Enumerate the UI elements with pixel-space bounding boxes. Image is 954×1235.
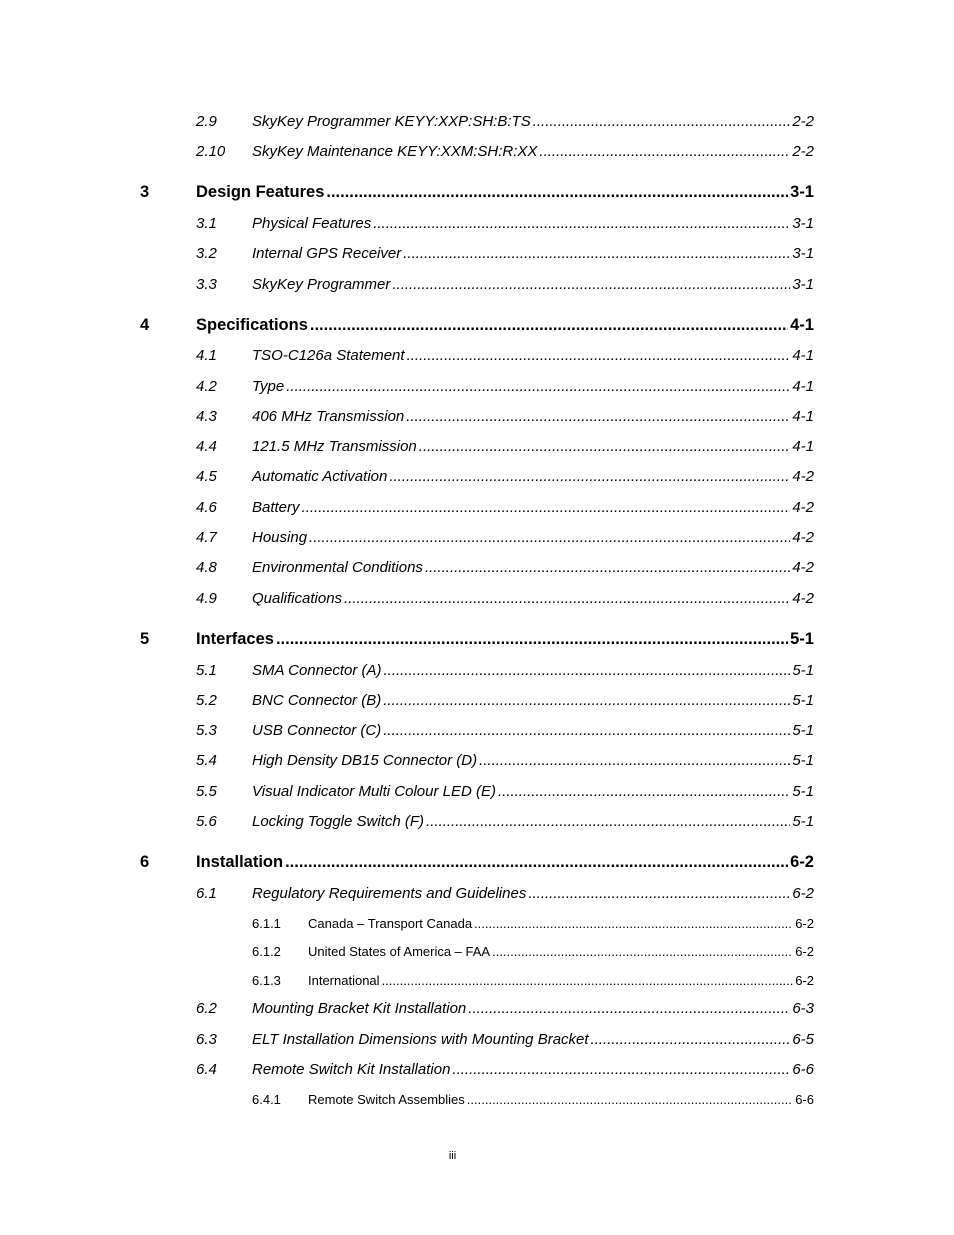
toc-entry-page: 3-1 — [792, 276, 814, 293]
toc-entry-title: Physical Features — [252, 215, 372, 232]
toc-entry-title: Qualifications — [252, 590, 343, 607]
toc-entry-title: SMA Connector (A) — [252, 662, 382, 679]
toc-entry-page: 4-1 — [792, 347, 814, 364]
toc-leader-dots — [286, 378, 790, 395]
toc-entry-number: 5.5 — [196, 783, 217, 800]
toc-entry-number: 3.1 — [196, 215, 217, 232]
toc-entry-number: 6.1 — [196, 885, 217, 902]
toc-entry-page: 6-2 — [792, 885, 814, 902]
toc-entry-title: High Density DB15 Connector (D) — [252, 752, 478, 769]
toc-entry-page: 6-6 — [795, 1092, 814, 1107]
toc-entry-number: 4.4 — [196, 438, 217, 455]
toc-entry-page: 3-1 — [790, 183, 814, 201]
toc-entry-page: 4-2 — [792, 468, 814, 485]
toc-subsection-entry[interactable] — [252, 944, 814, 959]
toc-entry-title: Battery — [252, 499, 300, 516]
toc-entry-number: 4.1 — [196, 347, 217, 364]
toc-entry-page: 6-2 — [795, 944, 814, 959]
toc-leader-dots — [326, 183, 788, 202]
toc-entry[interactable] — [196, 692, 814, 709]
toc-entry-number: 4.3 — [196, 408, 217, 425]
toc-entry[interactable] — [196, 813, 814, 830]
toc-leader-dots — [479, 752, 790, 769]
toc-leader-dots — [285, 853, 788, 872]
toc-entry-page: 6-2 — [795, 916, 814, 931]
toc-entry-number: 5.6 — [196, 813, 217, 830]
toc-entry-number: 5.4 — [196, 752, 217, 769]
toc-entry-number: 4.6 — [196, 499, 217, 516]
toc-leader-dots — [373, 215, 790, 232]
toc-entry-page: 5-1 — [790, 630, 814, 648]
toc-entry-title: Design Features — [196, 183, 325, 201]
toc-entry-page: 4-1 — [792, 438, 814, 455]
toc-entry-title: Visual Indicator Multi Colour LED (E) — [252, 783, 496, 800]
toc-leader-dots — [407, 347, 791, 364]
toc-entry-page: 3-1 — [792, 245, 814, 262]
toc-chapter-entry[interactable] — [140, 183, 814, 202]
toc-entry-page: 4-2 — [792, 590, 814, 607]
toc-subsection-entry[interactable] — [252, 973, 814, 988]
toc-entry-number: 5.1 — [196, 662, 217, 679]
toc-chapter-entry[interactable] — [140, 853, 814, 872]
toc-entry[interactable] — [196, 378, 814, 395]
toc-entry-title: 406 MHz Transmission — [252, 408, 405, 425]
toc-entry[interactable] — [196, 347, 814, 364]
toc-entry-page: 6-2 — [795, 973, 814, 988]
toc-entry-title: Installation — [196, 853, 284, 871]
toc-entry[interactable] — [196, 1031, 814, 1048]
toc-leader-dots — [344, 590, 790, 607]
toc-entry-number: 5.2 — [196, 692, 217, 709]
toc-entry[interactable] — [196, 885, 814, 902]
toc-entry-number: 4.5 — [196, 468, 217, 485]
toc-leader-dots — [302, 499, 791, 516]
toc-entry-number: 6.1.3 — [252, 973, 281, 988]
toc-leader-dots — [528, 885, 790, 902]
toc-leader-dots — [384, 662, 791, 679]
toc-leader-dots — [492, 944, 793, 959]
toc-entry-number: 6.1.2 — [252, 944, 281, 959]
toc-entry[interactable] — [196, 752, 814, 769]
toc-entry[interactable] — [196, 590, 814, 607]
toc-entry-page: 5-1 — [792, 692, 814, 709]
toc-entry-number: 4 — [140, 316, 150, 334]
toc-leader-dots — [389, 468, 790, 485]
toc-entry-page: 4-2 — [792, 529, 814, 546]
toc-entry-title: Housing — [252, 529, 308, 546]
toc-entry-page: 6-5 — [792, 1031, 814, 1048]
toc-entry-title: Regulatory Requirements and Guidelines — [252, 885, 527, 902]
toc-entry-title: SkyKey Programmer KEYY:XXP:SH:B:TS — [252, 113, 531, 130]
toc-leader-dots — [392, 276, 790, 293]
toc-subsection-entry[interactable] — [252, 1092, 814, 1107]
toc-entry-title: International — [308, 973, 380, 988]
toc-entry-title: Remote Switch Kit Installation — [252, 1061, 451, 1078]
toc-entry-page: 2-2 — [792, 143, 814, 160]
toc-entry-number: 3.3 — [196, 276, 217, 293]
toc-leader-dots — [382, 973, 794, 988]
toc-entry-title: Specifications — [196, 316, 308, 334]
toc-entry-title: Interfaces — [196, 630, 274, 648]
toc-entry-title: BNC Connector (B) — [252, 692, 382, 709]
toc-entry-title: Environmental Conditions — [252, 559, 423, 576]
toc-entry-page: 2-2 — [792, 113, 814, 130]
toc-entry-page: 4-2 — [792, 559, 814, 576]
toc-entry-number: 4.8 — [196, 559, 217, 576]
toc-entry-page: 6-3 — [792, 1000, 814, 1017]
toc-entry-number: 6.4 — [196, 1061, 217, 1078]
toc-entry[interactable] — [196, 113, 814, 130]
toc-entry-page: 6-2 — [790, 853, 814, 871]
toc-leader-dots — [276, 630, 788, 649]
toc-leader-dots — [467, 1092, 793, 1107]
toc-entry-title: USB Connector (C) — [252, 722, 382, 739]
toc-leader-dots — [426, 813, 790, 830]
toc-entry-number: 3 — [140, 183, 150, 201]
toc-entry[interactable] — [196, 215, 814, 232]
toc-entry-number: 2.9 — [196, 113, 217, 130]
toc-entry-page: 5-1 — [792, 752, 814, 769]
toc-leader-dots — [452, 1061, 790, 1078]
toc-leader-dots — [383, 692, 790, 709]
toc-entry[interactable] — [196, 408, 814, 425]
toc-entry-page: 4-1 — [792, 408, 814, 425]
toc-entry[interactable] — [196, 722, 814, 739]
toc-entry[interactable] — [196, 1000, 814, 1017]
toc-leader-dots — [533, 113, 791, 130]
toc-entry[interactable] — [196, 529, 814, 546]
toc-entry-number: 4.7 — [196, 529, 217, 546]
toc-entry[interactable] — [196, 245, 814, 262]
toc-entry-title: TSO-C126a Statement — [252, 347, 405, 364]
toc-entry-number: 4.2 — [196, 378, 217, 395]
toc-entry-title: Automatic Activation — [252, 468, 388, 485]
toc-entry[interactable] — [196, 559, 814, 576]
toc-leader-dots — [591, 1031, 791, 1048]
toc-entry-title: Internal GPS Receiver — [252, 245, 402, 262]
toc-entry-title: Canada – Transport Canada — [308, 916, 473, 931]
toc-entry-title: SkyKey Programmer — [252, 276, 391, 293]
toc-entry-page: 6-6 — [792, 1061, 814, 1078]
toc-entry-title: SkyKey Maintenance KEYY:XXM:SH:R:XX — [252, 143, 538, 160]
toc-entry[interactable] — [196, 1061, 814, 1078]
toc-chapter-entry[interactable] — [140, 316, 814, 335]
toc-leader-dots — [310, 316, 788, 335]
toc-entry-page: 4-2 — [792, 499, 814, 516]
toc-entry-page: 4-1 — [790, 316, 814, 334]
toc-entry-page: 5-1 — [792, 662, 814, 679]
page-number: iii — [448, 1150, 457, 1162]
toc-leader-dots — [468, 1000, 790, 1017]
toc-entry[interactable] — [196, 438, 814, 455]
toc-entry[interactable] — [196, 783, 814, 800]
toc-entry-number: 5.3 — [196, 722, 217, 739]
toc-entry-page: 5-1 — [792, 722, 814, 739]
toc-entry-title: United States of America – FAA — [308, 944, 491, 959]
toc-entry-number: 6 — [140, 853, 150, 871]
toc-entry-title: Mounting Bracket Kit Installation — [252, 1000, 467, 1017]
toc-leader-dots — [309, 529, 790, 546]
toc-entry-title: Remote Switch Assemblies — [308, 1092, 465, 1107]
toc-entry-page: 5-1 — [792, 783, 814, 800]
toc-leader-dots — [403, 245, 790, 262]
toc-entry-title: ELT Installation Dimensions with Mounting Bracket — [252, 1031, 589, 1048]
toc-subsection-entry[interactable] — [252, 916, 814, 931]
toc-leader-dots — [474, 916, 793, 931]
toc-entry-page: 5-1 — [792, 813, 814, 830]
toc-entry-number: 4.9 — [196, 590, 217, 607]
toc-entry[interactable] — [196, 499, 814, 516]
toc-entry-number: 6.4.1 — [252, 1092, 281, 1107]
toc-entry-number: 3.2 — [196, 245, 217, 262]
toc-entry[interactable] — [196, 468, 814, 485]
toc-entry-number: 6.2 — [196, 1000, 217, 1017]
toc-leader-dots — [406, 408, 790, 425]
toc-chapter-entry[interactable] — [140, 630, 814, 649]
toc-leader-dots — [383, 722, 790, 739]
toc-entry[interactable] — [196, 276, 814, 293]
toc-entry-number: 6.1.1 — [252, 916, 281, 931]
toc-leader-dots — [425, 559, 790, 576]
toc-entry-title: 121.5 MHz Transmission — [252, 438, 417, 455]
toc-entry[interactable] — [196, 143, 814, 160]
toc-entry-number: 6.3 — [196, 1031, 217, 1048]
toc-leader-dots — [419, 438, 791, 455]
toc-entry-number: 2.10 — [196, 143, 226, 160]
toc-entry-page: 4-1 — [792, 378, 814, 395]
toc-entry[interactable] — [196, 662, 814, 679]
toc-entry-title: Type — [252, 378, 285, 395]
toc-entry-title: Locking Toggle Switch (F) — [252, 813, 425, 830]
toc-entry-page: 3-1 — [792, 215, 814, 232]
toc-entry-number: 5 — [140, 630, 150, 648]
toc-leader-dots — [498, 783, 790, 800]
toc-leader-dots — [539, 143, 790, 160]
